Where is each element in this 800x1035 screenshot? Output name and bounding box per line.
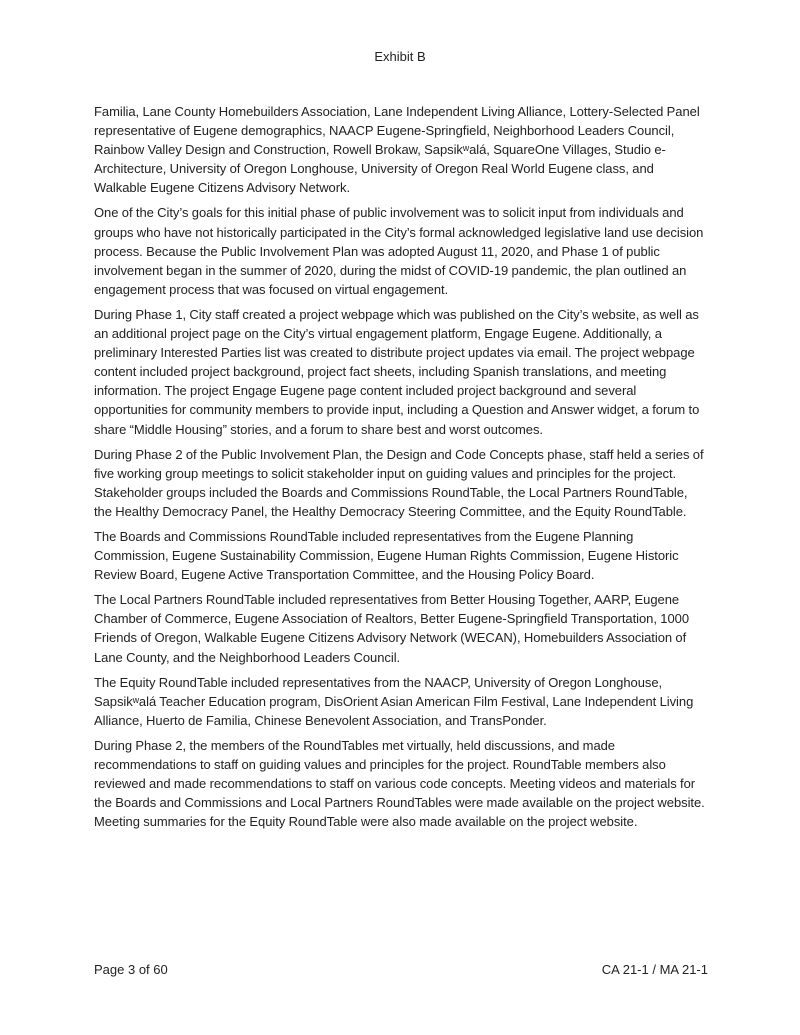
paragraph-phase-2: During Phase 2 of the Public Involvement Plan, the Design and Code Concepts phase, staff held a series of five working group meetings to solicit stakeholder input on guiding values and principles for the project. Stakeholder groups included the Boards and Commissions RoundTable, the Local Partners RoundTable, the Healthy Democracy Panel, the Healthy Democracy Steering Committee, and the Equity RoundTable. — [94, 446, 704, 519]
paragraph-equity-roundtable: The Equity RoundTable included representatives from the NAACP, University of Oregon Longhouse, Sapsikʷalá Teacher Education program, DisOrient Asian American Film Festival, Lane Independent Living Alliance, Huerto de Familia, Chinese Benevolent Association, and TransPonder. — [94, 674, 694, 728]
page-number: Page 3 of 60 — [94, 962, 168, 977]
paragraph-boards-commissions: The Boards and Commissions RoundTable included representatives from the Eugene Planning Commission, Eugene Sustainability Commission, Eugene Human Rights Commission, Eugene Historic Review Board, Eugene Active Transportation Committee, and the Housing Policy Board. — [94, 528, 679, 583]
paragraph-phase-2-outcomes: During Phase 2, the members of the RoundTables met virtually, held discussions, and made recommendations to staff on guiding values and principles for the project. RoundTable members also reviewed and made recommendations to staff on various code concepts. Meeting videos and materials for the Boards and Commissions and Local Partners RoundTables were made available on the project website. Meeting summaries for the Equity RoundTable were also made available on the project website. — [94, 737, 705, 830]
page-header — [0, 49, 800, 65]
document-reference: CA 21-1 / MA 21-1 — [601, 962, 708, 977]
paragraph-local-partners: The Local Partners RoundTable included representatives from Better Housing Together, AARP, Eugene Chamber of Commerce, Eugene Association of Realtors, Better Eugene-Springfield Transportation, 1000 Friends of Oregon, Walkable Eugene Citizens Advisory Network (WECAN), Homebuilders Association of Lane County, and the Neighborhood Leaders Council. — [94, 592, 689, 665]
paragraph-participant-list: Familia, Lane County Homebuilders Association, Lane Independent Living Alliance, Lottery-Selected Panel representative of Eugene demographics, NAACP Eugene-Springfield, Neighborhood Leaders Council, Rainbow Valley Design and Construction, Rowell Brokaw, Sapsikʷalá, SquareOne Villages, Studio e-Architecture, University of Oregon Longhouse, University of Oregon Real World Eugene class, and Walkable Eugene Citizens Advisory Network. — [94, 104, 700, 196]
paragraph-city-goals: One of the City’s goals for this initial phase of public involvement was to solicit input from individuals and groups who have not historically participated in the City’s formal acknowledged legislative land use decision process. Because the Public Involvement Plan was adopted August 11, 2020, and Phase 1 of public involvement began in the summer of 2020, during the midst of COVID-19 pandemic, the plan outlined an engagement process that was focused on virtual engagement. — [94, 205, 704, 297]
paragraph-phase-1: During Phase 1, City staff created a project webpage which was published on the City’s website, as well as an additional project page on the City’s virtual engagement platform, Engage Eugene. Additionally, a preliminary Interested Parties list was created to distribute project updates via email. The project webpage content included project background, project fact sheets, including Spanish translations, and meeting information. The project Engage Eugene page content included project background and several opportunities for community members to provide input, including a Question and Answer widget, a forum to share “Middle Housing” stories, and a forum to share best and worst outcomes. — [94, 306, 700, 437]
exhibit-title: Exhibit B — [374, 49, 426, 64]
document-body — [94, 102, 708, 837]
